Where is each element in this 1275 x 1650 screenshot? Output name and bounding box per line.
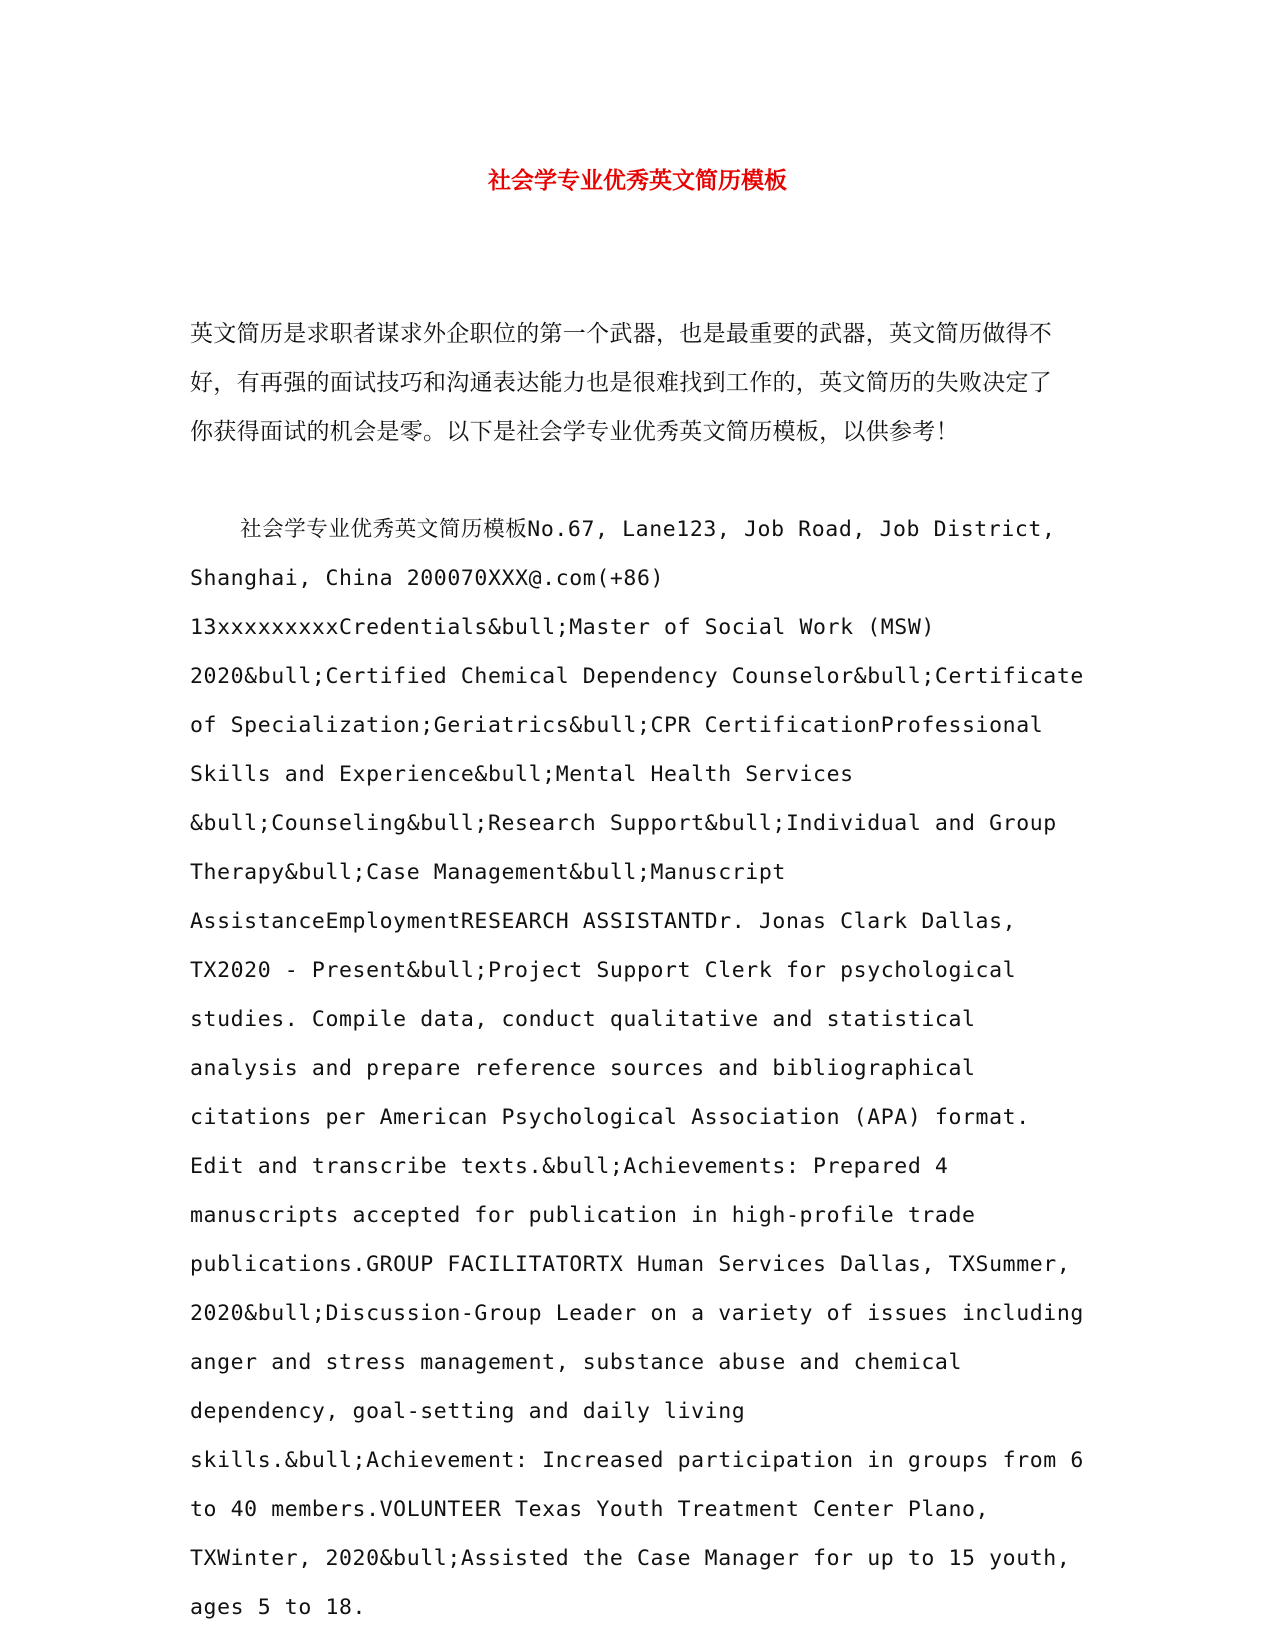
- resume-body-paragraph: 社会学专业优秀英文简历模板No.67, Lane123, Job Road, Job District, Shanghai, China 200070XXX@.com(+86) 13xxxxxxxxxCredentials&bull;Master of Social Work (MSW) 2020&bull;Certified Chemical Dependency Counselor&bull;Certificate of Specialization;Geriatrics&bull;CPR CertificationProfessional Skills and Experience&bull;Mental Health Services &bull;Counseling&bull;Research Support&bull;Individual and Group Therapy&bull;Case Management&bull;Manuscript AssistanceEmploymentRESEARCH ASSISTANTDr. Jonas Clark Dallas, TX2020 - Present&bull;Project Support Clerk for psychological studies. Compile data, conduct qualitative and statistical analysis and prepare reference sources and bibliographical citations per American Psychological Association (APA) format. Edit and transcribe texts.&bull;Achievements: Prepared 4 manuscripts accepted for publication in high-profile trade publications.GROUP FACILITATORTX Human Services Dallas, TXSummer, 2020&bull;Discussion-Group Leader on a variety of issues including anger and stress management, substance abuse and chemical dependency, goal-setting and daily living skills.&bull;Achievement: Increased participation in groups from 6 to 40 members.VOLUNTEER Texas Youth Treatment Center Plano, TXWinter, 2020&bull;Assisted the Case Manager for up to 15 youth, ages 5 to 18.: [190, 517, 1084, 1620]
- document-title: 社会学专业优秀英文简历模板: [488, 168, 787, 194]
- intro-paragraph: 英文简历是求职者谋求外企职位的第一个武器，也是最重要的武器，英文简历做得不好，有再强的面试技巧和沟通表达能力也是很难找到工作的，英文简历的失败决定了你获得面试的机会是零。以下是社会学专业优秀英文简历模板，以供参考！: [190, 321, 1053, 445]
